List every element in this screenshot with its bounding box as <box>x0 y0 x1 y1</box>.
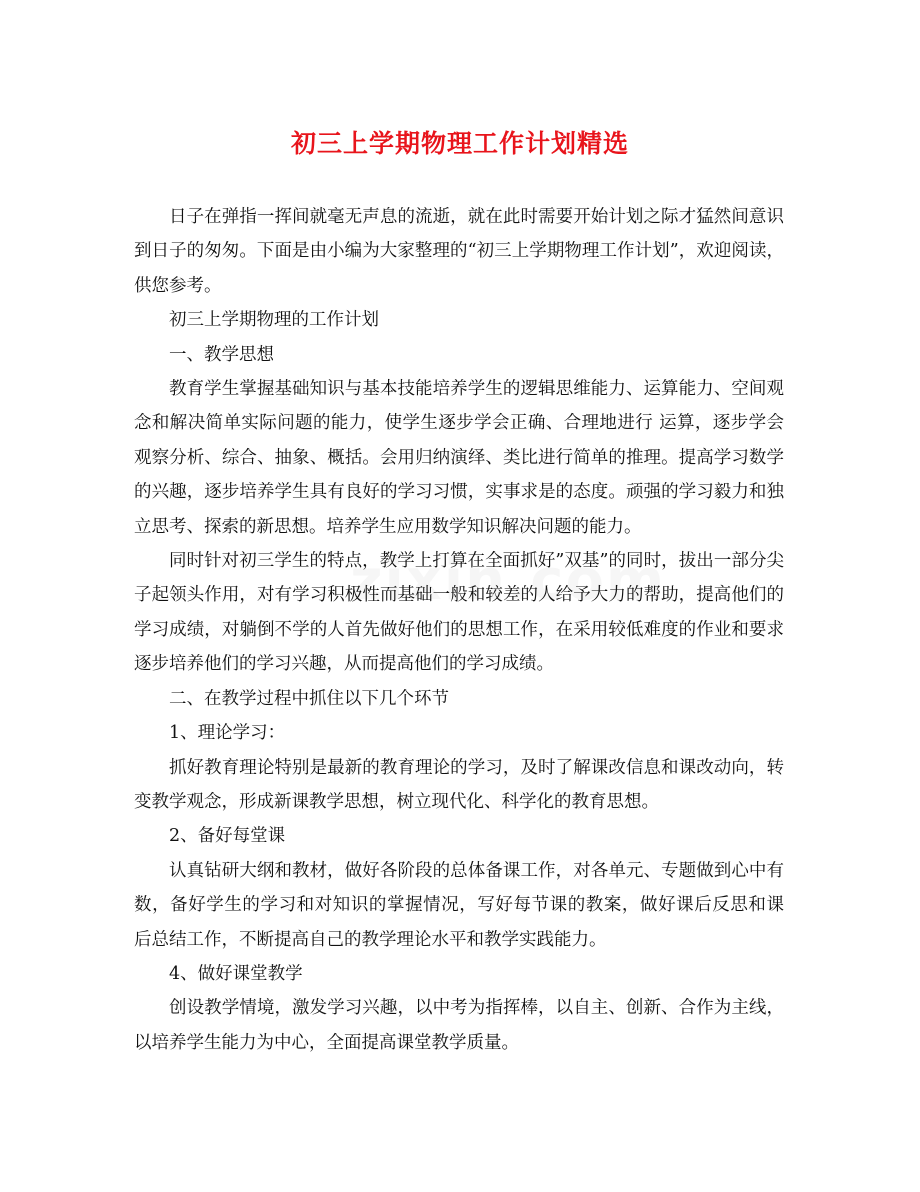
paragraph-section-1-heading: 一、教学思想 <box>169 344 274 365</box>
paragraph-heading-plan: 初三上学期物理的工作计划 <box>169 310 379 331</box>
paragraph-item-2-body: 认真钻研大纲和教材，做好各阶段的总体备课工作，对各单元、专题做到心中有数，备好学生的学习和对知识的掌握情况，写好每节课的教案，做好课后反思和课 后总结工作，不断提高自己的教学理论水平和教学实践能力。 <box>134 860 784 950</box>
paragraph-item-1-heading: 1、理论学习： <box>169 723 286 744</box>
paragraph-section-1-body-2: 同时针对初三学生的特点，教学上打算在全面抓好”双基”的同时，拔出一部分尖子起领头作用，对有学习积极性而基础一般和较差的人给予大力的帮助，提高他们的学习成绩，对躺倒不学的人首先做好他们的思想工作，在采用较低难度的作业和要求逐步培养他们的学习兴趣，从而提高他们的学习成绩。 <box>134 551 784 675</box>
document-body <box>134 200 784 1060</box>
paragraph-item-4-heading: 4、做好课堂教学 <box>169 963 303 984</box>
paragraph-section-2-heading: 二、在教学过程中抓住以下几个环节 <box>169 688 449 709</box>
paragraph-intro: 日子在弹指一挥间就毫无声息的流逝，就在此时需要开始计划之际才猛然间意识到日子的匆匆。下面是由小编为大家整理的“初三上学期物理工作计划”，欢迎阅读，供您参考。 <box>134 207 784 296</box>
paragraph-item-4-body: 创设教学情境，激发学习兴趣，以中考为指挥棒，以自主、创新、合作为主线，以培养学生能力为中心，全面提高课堂教学质量。 <box>134 998 784 1053</box>
paragraph-section-1-body: 教育学生掌握基础知识与基本技能培养学生的逻辑思维能力、运算能力、空间观念和解决简单实际问题的能力，使学生逐步学会正确、合理地进行 运算，逐步学会观察分析、综合、抽象、概括。会用归纳演绎、类比进行简单的推理。提高学习数学的兴趣，逐步培养学生具有良好的学习习惯，实事求是的态度。顽强的学习毅力和独立思考、探索的新思想。培养学生应用数学知识解决问题的能力。 <box>134 379 784 537</box>
document-title: 初三上学期物理工作计划精选 <box>290 129 629 158</box>
paragraph-item-2-heading: 2、备好每堂课 <box>169 826 286 847</box>
paragraph-item-1-body: 抓好教育理论特别是最新的教育理论的学习，及时了解课改信息和课改动向，转变教学观念，形成新课教学思想，树立现代化、科学化的教育思想。 <box>134 757 784 812</box>
